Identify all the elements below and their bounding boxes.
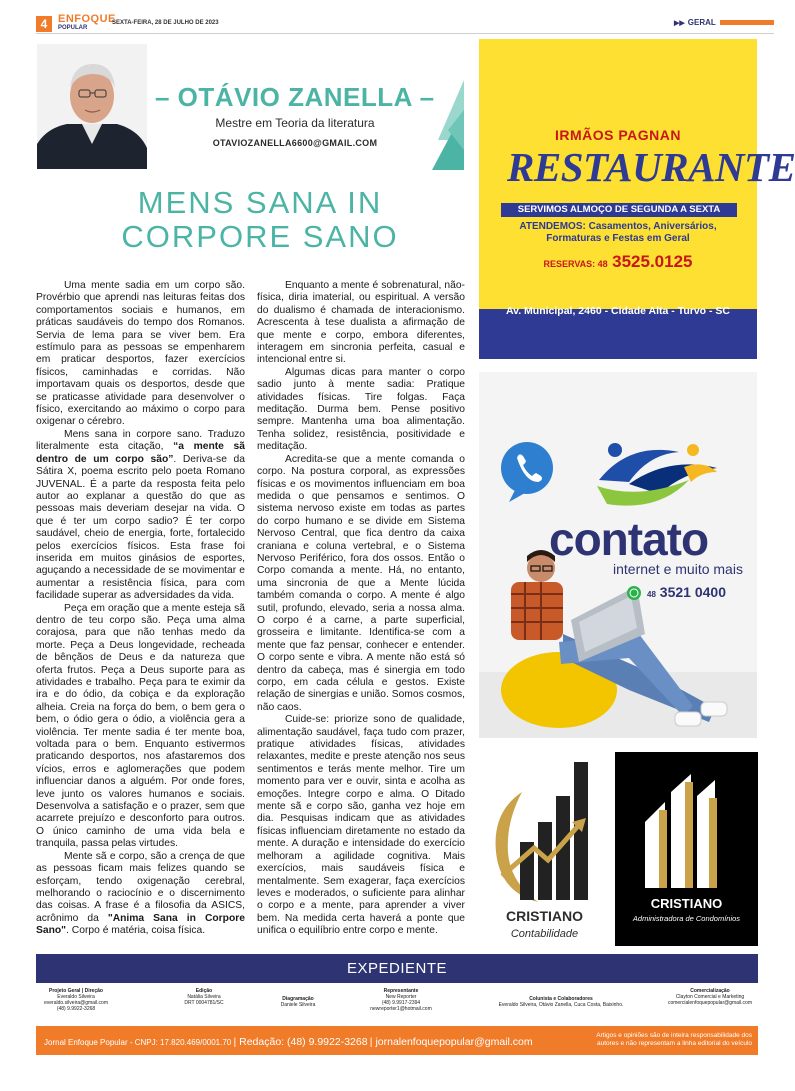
author-name: – OTÁVIO ZANELLA – (155, 82, 435, 112)
credit-item: Colunista e Colaboradores Everaldo Silveira, Otávio Zanella, Cuca Costa, Baixinho. (498, 996, 624, 1008)
footer-contact: Jornal Enfoque Popular - CNPJ: 17.820.469/0001.70 | Redação: (48) 9.9922-3268 | jornalenfoquepopular@gmail.com (44, 1036, 533, 1048)
cristiano-condominios-name: CRISTIANO (650, 896, 723, 911)
article-title: MENS SANA IN CORPORE SANO (121, 185, 399, 254)
author-photo (37, 44, 147, 169)
credit-item: Representante New Reporter (48) 9.9917-2394 newreporter1@hotmail.com (370, 988, 432, 1012)
brand-subname: POPULAR (58, 25, 88, 31)
section-bar (720, 20, 774, 25)
article-paragraph: Enquanto a mente é sobrenatural, não-física, diria imaterial, ou espiritual. A versão do dualismo é chamada de interacionismo. Acrescenta à tese dualista a afirmação de que mente e corpo, embora diferentes, interagem em sincronia perfeita, casual e intencional entre si. (257, 280, 465, 366)
restaurant-address: Av. Municipal, 2460 - Cidade Alta - Turvo - SC (505, 305, 731, 317)
author-subtitle: Mestre em Teoria da literatura (215, 116, 375, 130)
header-divider (36, 33, 774, 34)
contato-ad[interactable] (479, 372, 757, 738)
expediente-credits (36, 988, 774, 1022)
restaurant-ad[interactable] (479, 39, 795, 359)
building-logo-icon (615, 752, 758, 892)
article-paragraph: Algumas dicas para manter o corpo sadio junto à mente sadia: Pratique atividades físicas. Tire folgas. Faça meditação. Durma bem. Pense positivo sempre. Mantenha uma boa alimentação. Tenha solidez, resistência, positividade e meditação. (257, 366, 465, 453)
article-column-2 (257, 280, 465, 938)
restaurant-reservations: RESERVAS: 48 3525.0125 (543, 252, 693, 271)
credit-item: Comercialização Clayton Comercial e Marketing comercialenfoquepopular@gmail.com (667, 988, 752, 1006)
cristiano-contabilidade-ad[interactable] (482, 752, 607, 948)
article-paragraph: Cuide-se: priorize sono de qualidade, alimentação saudável, faça tudo com prazer, pratique atividades físicas, atividades relaxantes, medite e preste atenção nos seus sentimentos e terás mente melhor. Tire um momento para ver e ouvir, sinta e acolha as emoções. Integre corpo e alma. O Ditado mente sã e corpo são, ganha vez hoje em dia. Pesquisas indicam que as atividades físicas influenciam diretamente no estado da mente. A duração e intensidade do exercício melhoram a agilidade cognitiva. Mais exercícios, mais saudáveis física e mentalmente. Sem exagerar, faça exercícios leves e moderados, o suficiente para alinhar o corpo e a mente, para aprender a viver bem. Na medida certa haverá a ponte que unifica o equilíbrio entre corpo e mente. (257, 714, 465, 937)
restaurant-services: ATENDEMOS: Casamentos, Aniversários, Formaturas e Festas em Geral (519, 221, 717, 244)
cristiano-condominios-ad[interactable] (615, 752, 758, 946)
page-number: 4 (36, 16, 52, 32)
article-paragraph: Mente sã e corpo, são a crença de que as pessoas ficam mais felizes quando se esforçam, tendo oxigenação cerebral, melhorando o raciocínio e o discernimento das coisas. A frase é a filosofia da ASICS, acrônimo da "Anima Sana in Corpore Sano". Corpo é matéria, coisa física. (36, 850, 245, 937)
decorative-shapes (428, 80, 464, 170)
whatsapp-icon (627, 586, 641, 600)
article-paragraph: Acredita-se que a mente comanda o corpo. Na postura corporal, as expressões físicas e os movimentos influenciam em boa medida o que pensamos e sentimos. O sistema nervoso existe em todas as partes do corpo humano e se divide em Sistema Nervoso Central, que fica dentro da caixa craniana e coluna vertebral, e o Sistema Nervoso Periférico, fora dos ossos. Então o Corpo comanda a mente. Há, no entanto, uma sincronia de que a Mente lúcida também comanda o corpo. A mente é algo sutil, profundo, elevado, seria a nossa alma. O corpo é a carne, a parte superficial, grosseira e limitante. Identifica-se com a mente que faz pensar, conhecer e entender. O corpo sente e vibra. A mente não está só dentro da cabeça, mas é sinergia em todo corpo, em cada célula e gestos. Existe relação de sinergias e união. Somos cosmos, não caos. (257, 453, 465, 713)
cristiano-contabilidade-desc: Contabilidade (510, 928, 579, 940)
credit-item: Edição Natália Silveira DRT 0004781/SC (184, 988, 224, 1006)
restaurant-owners: IRMÃOS PAGNAN (554, 127, 682, 143)
article-paragraph: Mens sana in corpore sano. Traduzo literalmente esta citação, “a mente sã dentro de um corpo são”. Deriva-se da Sátira X, poema escrito pelo poeta Romano JUVENAL. É a parte da resposta feita pelo autor ao explanar a questão do que as pessoas mais deveriam desejar na vida. O que é ter um corpo sadio? É ter corpo saudável, cheio de energia, forte, fortalecido pelos exercícios físicos. Esta frase foi inserida em muitos ginásios de esportes, aguçando a necessidade de se movimentar e aumentar a resistência física, para com facilidade superar as adversidades da vida. (36, 428, 245, 602)
restaurant-name: RESTAURANTE (507, 144, 795, 190)
contato-phone: 48 3521 0400 (647, 584, 726, 600)
credit-item: Diagramação Daniele Silveira (280, 996, 316, 1008)
contato-tagline: internet e muito mais (613, 561, 743, 577)
restaurant-ribbon: SERVIMOS ALMOÇO DE SEGUNDA A SEXTA (501, 203, 737, 217)
page-header (36, 14, 774, 34)
expediente-title: EXPEDIENTE (36, 954, 758, 983)
brand-name: ENFOQUE (58, 13, 116, 25)
bar-chart-logo-icon (482, 752, 607, 908)
contato-brand: contato (549, 513, 709, 565)
author-email: OTAVIOZANELLA6600@GMAIL.COM (212, 138, 378, 148)
article-paragraph: Uma mente sadia em um corpo são. Provérbio que aprendi nas leituras feitas dos comportamentos sociais e humanos, em práticas saudáveis do tempo dos Romanos. Servia de lema para se viver bem. Era estímulo para as pessoas se empenharem em praticar desportos, fazer exercícios físicos, caminhadas e corridas. Não importavam quais os desportos, desde que se praticasse atividade para desenvolver o físico, exercitando ao máximo o corpo para oxigenar o cérebro. (36, 280, 245, 428)
article-column-1 (36, 280, 245, 938)
page-footer (36, 1026, 758, 1055)
issue-date: SEXTA-FEIRA, 28 DE JULHO DE 2023 (112, 20, 219, 26)
cristiano-condominios-desc: Administradora de Condomínios (632, 914, 741, 923)
section-label: ▶▶ GERAL (674, 18, 716, 27)
footer-disclaimer: Artigos e opiniões são de inteira responsabilidade dos autores e não representam a linha editorial do veículo (596, 1032, 752, 1047)
credit-item: Projeto Geral | Direção Everaldo Silveira everaldo.silveira@gmail.com (48) 9.9922-3268 (44, 988, 108, 1012)
cristiano-contabilidade-name: CRISTIANO (506, 908, 583, 924)
article-paragraph: Peça em oração que a mente esteja sã dentro de teu corpo são. Peça uma alma corajosa, para que não tenhas medo da morte. Peça a Deus longevidade, recheada de bênçãos de Deus e da natureza que oferta frutos. Peça a Deus suporte para as atividades e trabalho. Peça para te eximir da ira e do ódio, da cobiça e da exploração alheia. Creia na força do bem, o bem gera o bem, o ódio gera o ódio, a violência gera a violência. Ter mente sadia é ter mente boa, voltada para o bem. Enquanto estivermos praticando desportos, nos afastaremos dos vícios, erros e aglomerações que podem influenciar danos a alguém. Por onde fores, leve junto os valores humanos e sociais. Desenvolva a satisfação e o prazer, sem que acarrete prejuízo e desconforto para outros. O único caminho de uma vida bela e tranquila, passa pelas virtudes. (36, 602, 245, 850)
double-arrow-icon: ▶▶ (674, 20, 685, 27)
